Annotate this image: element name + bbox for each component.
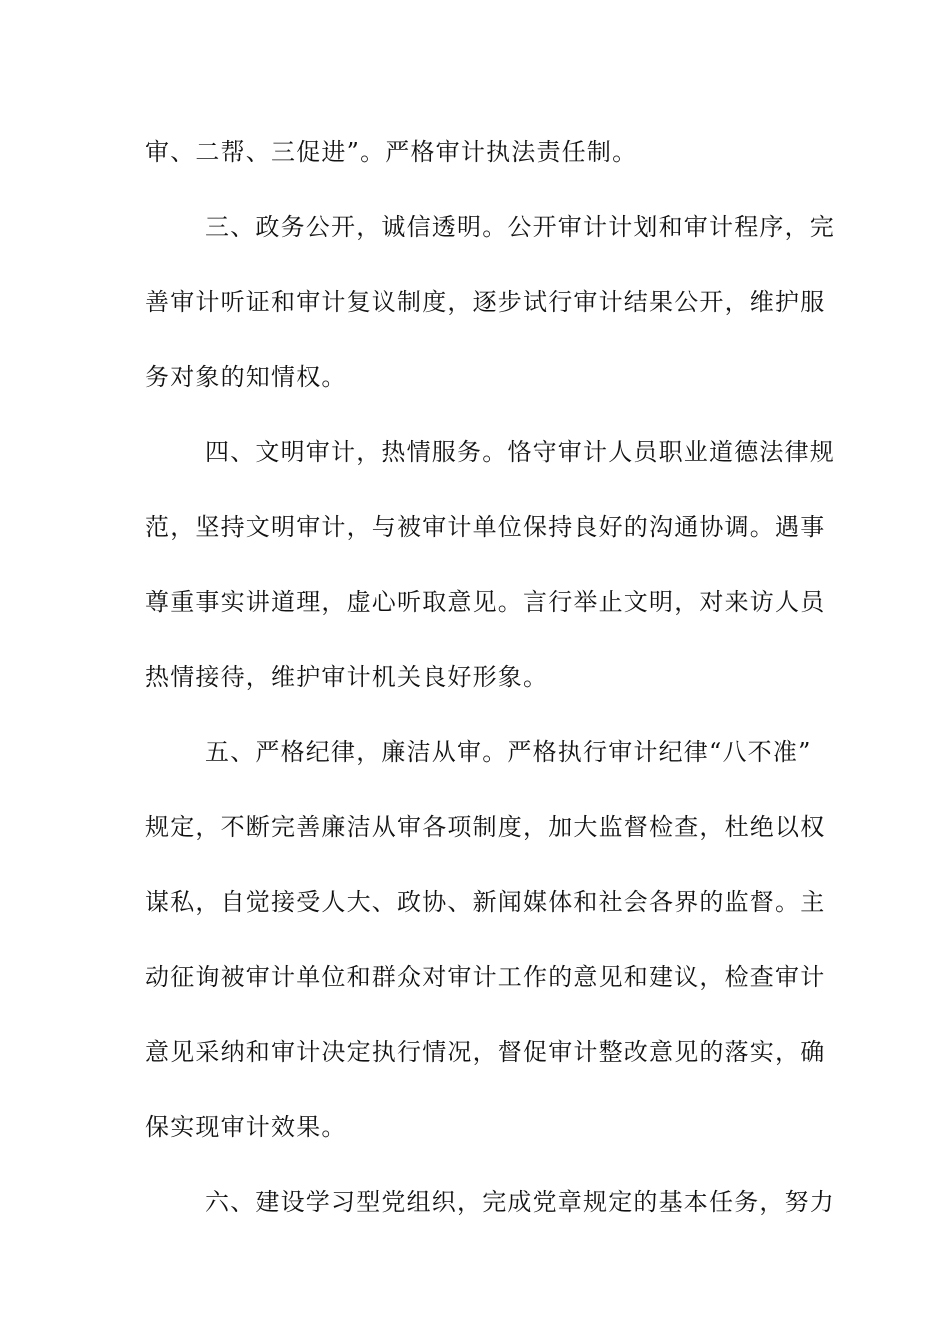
text-line: 动征询被审计单位和群众对审计工作的意见和建议，检查审计: [145, 963, 826, 991]
section-heading-line: 三、政务公开，诚信透明。公开审计计划和审计程序，完: [205, 213, 835, 241]
text-line: 务对象的知情权。: [145, 363, 347, 391]
text-line: 谋私，自觉接受人大、政协、新闻媒体和社会各界的监督。主: [145, 888, 826, 916]
section-heading-line: 四、文明审计，热情服务。恪守审计人员职业道德法律规: [205, 438, 835, 466]
section-heading-line: 六、建设学习型党组织，完成党章规定的基本任务，努力: [205, 1188, 835, 1216]
text-line: 保实现审计效果。: [145, 1113, 347, 1141]
section-heading-line: 五、严格纪律，廉洁从审。严格执行审计纪律“八不准”: [205, 738, 812, 766]
text-line: 范，坚持文明审计，与被审计单位保持良好的沟通协调。遇事: [145, 513, 826, 541]
text-line: 规定，不断完善廉洁从审各项制度，加大监督检查，杜绝以权: [145, 813, 826, 841]
text-line: 热情接待，维护审计机关良好形象。: [145, 663, 549, 691]
text-line: 意见采纳和审计决定执行情况，督促审计整改意见的落实，确: [145, 1038, 826, 1066]
text-line: 善审计听证和审计复议制度，逐步试行审计结果公开，维护服: [145, 288, 826, 316]
text-line: 尊重事实讲道理，虚心听取意见。言行举止文明，对来访人员: [145, 588, 826, 616]
text-line: 审、二帮、三促进”。严格审计执法责任制。: [145, 138, 638, 166]
